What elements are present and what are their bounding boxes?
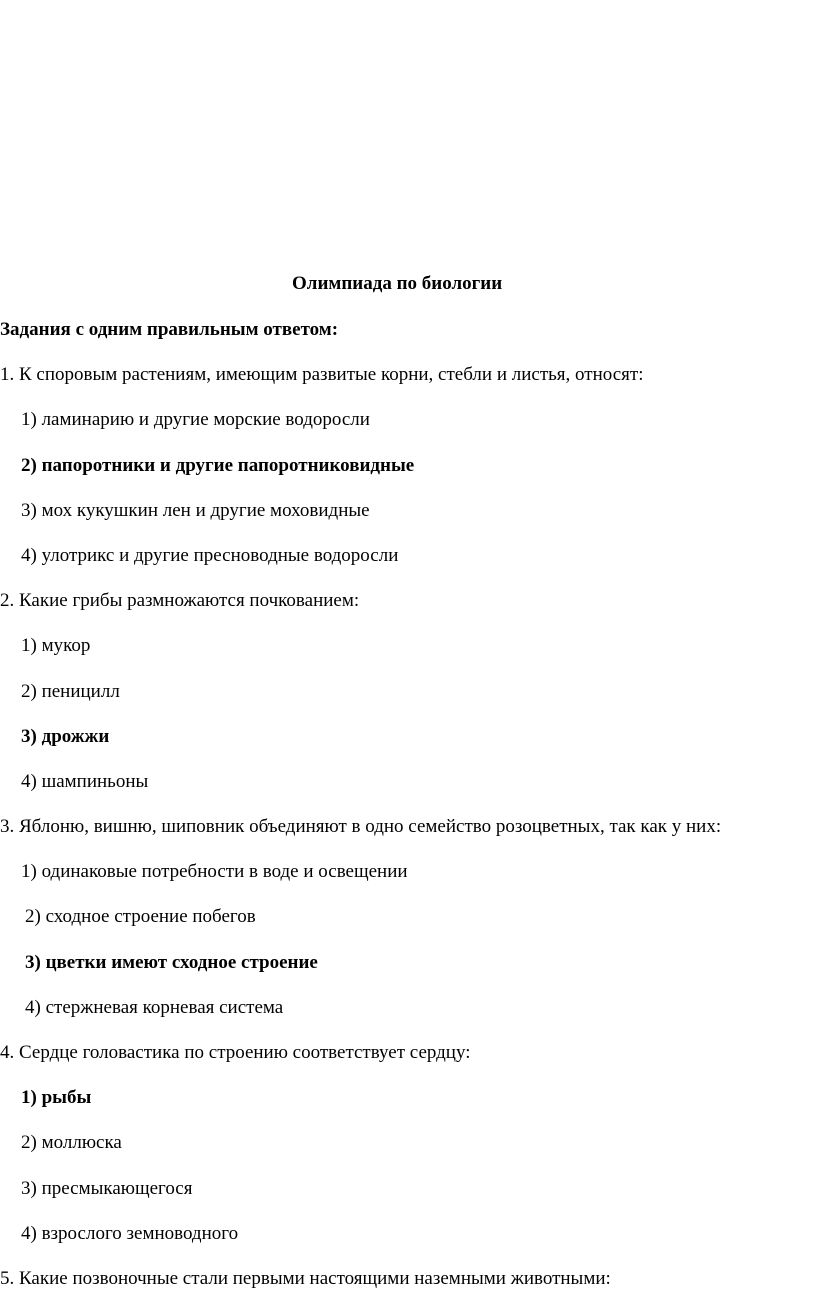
- question-1-text: 1. К споровым растениям, имеющим развитые корни, стебли и листья, относят:: [0, 364, 644, 385]
- question-3-option-4: 4) стержневая корневая система: [25, 997, 284, 1018]
- question-2-option-3-correct: 3) дрожжи: [21, 726, 110, 747]
- question-4-option-3: 3) пресмыкающегося: [21, 1178, 193, 1199]
- question-1-option-2-correct: 2) папоротники и другие папоротниковидные: [21, 455, 415, 476]
- question-4-text: 4. Сердце головастика по строению соответствует сердцу:: [0, 1042, 471, 1063]
- question-3-option-1: 1) одинаковые потребности в воде и освещении: [21, 861, 408, 882]
- question-1-option-3: 3) мох кукушкин лен и другие моховидные: [21, 500, 370, 521]
- document-title: Олимпиада по биологии: [292, 273, 503, 294]
- question-3-option-3-correct: 3) цветки имеют сходное строение: [25, 952, 318, 973]
- question-3-option-2: 2) сходное строение побегов: [25, 906, 256, 927]
- question-2-text: 2. Какие грибы размножаются почкованием:: [0, 590, 360, 611]
- question-2-option-2: 2) пеницилл: [21, 681, 120, 702]
- section-heading: Задания с одним правильным ответом:: [0, 319, 339, 340]
- question-1-option-1: 1) ламинарию и другие морские водоросли: [21, 409, 370, 430]
- question-2-option-4: 4) шампиньоны: [21, 771, 149, 792]
- question-5-text: 5. Какие позвоночные стали первыми настоящими наземными животными:: [0, 1268, 611, 1289]
- question-1-option-4: 4) улотрикс и другие пресноводные водоросли: [21, 545, 399, 566]
- question-4-option-2: 2) моллюска: [21, 1132, 122, 1153]
- question-3-text: 3. Яблоню, вишню, шиповник объединяют в одно семейство розоцветных, так как у них:: [0, 816, 722, 837]
- question-4-option-1-correct: 1) рыбы: [21, 1087, 92, 1108]
- question-4-option-4: 4) взрослого земноводного: [21, 1223, 239, 1244]
- question-2-option-1: 1) мукор: [21, 635, 91, 656]
